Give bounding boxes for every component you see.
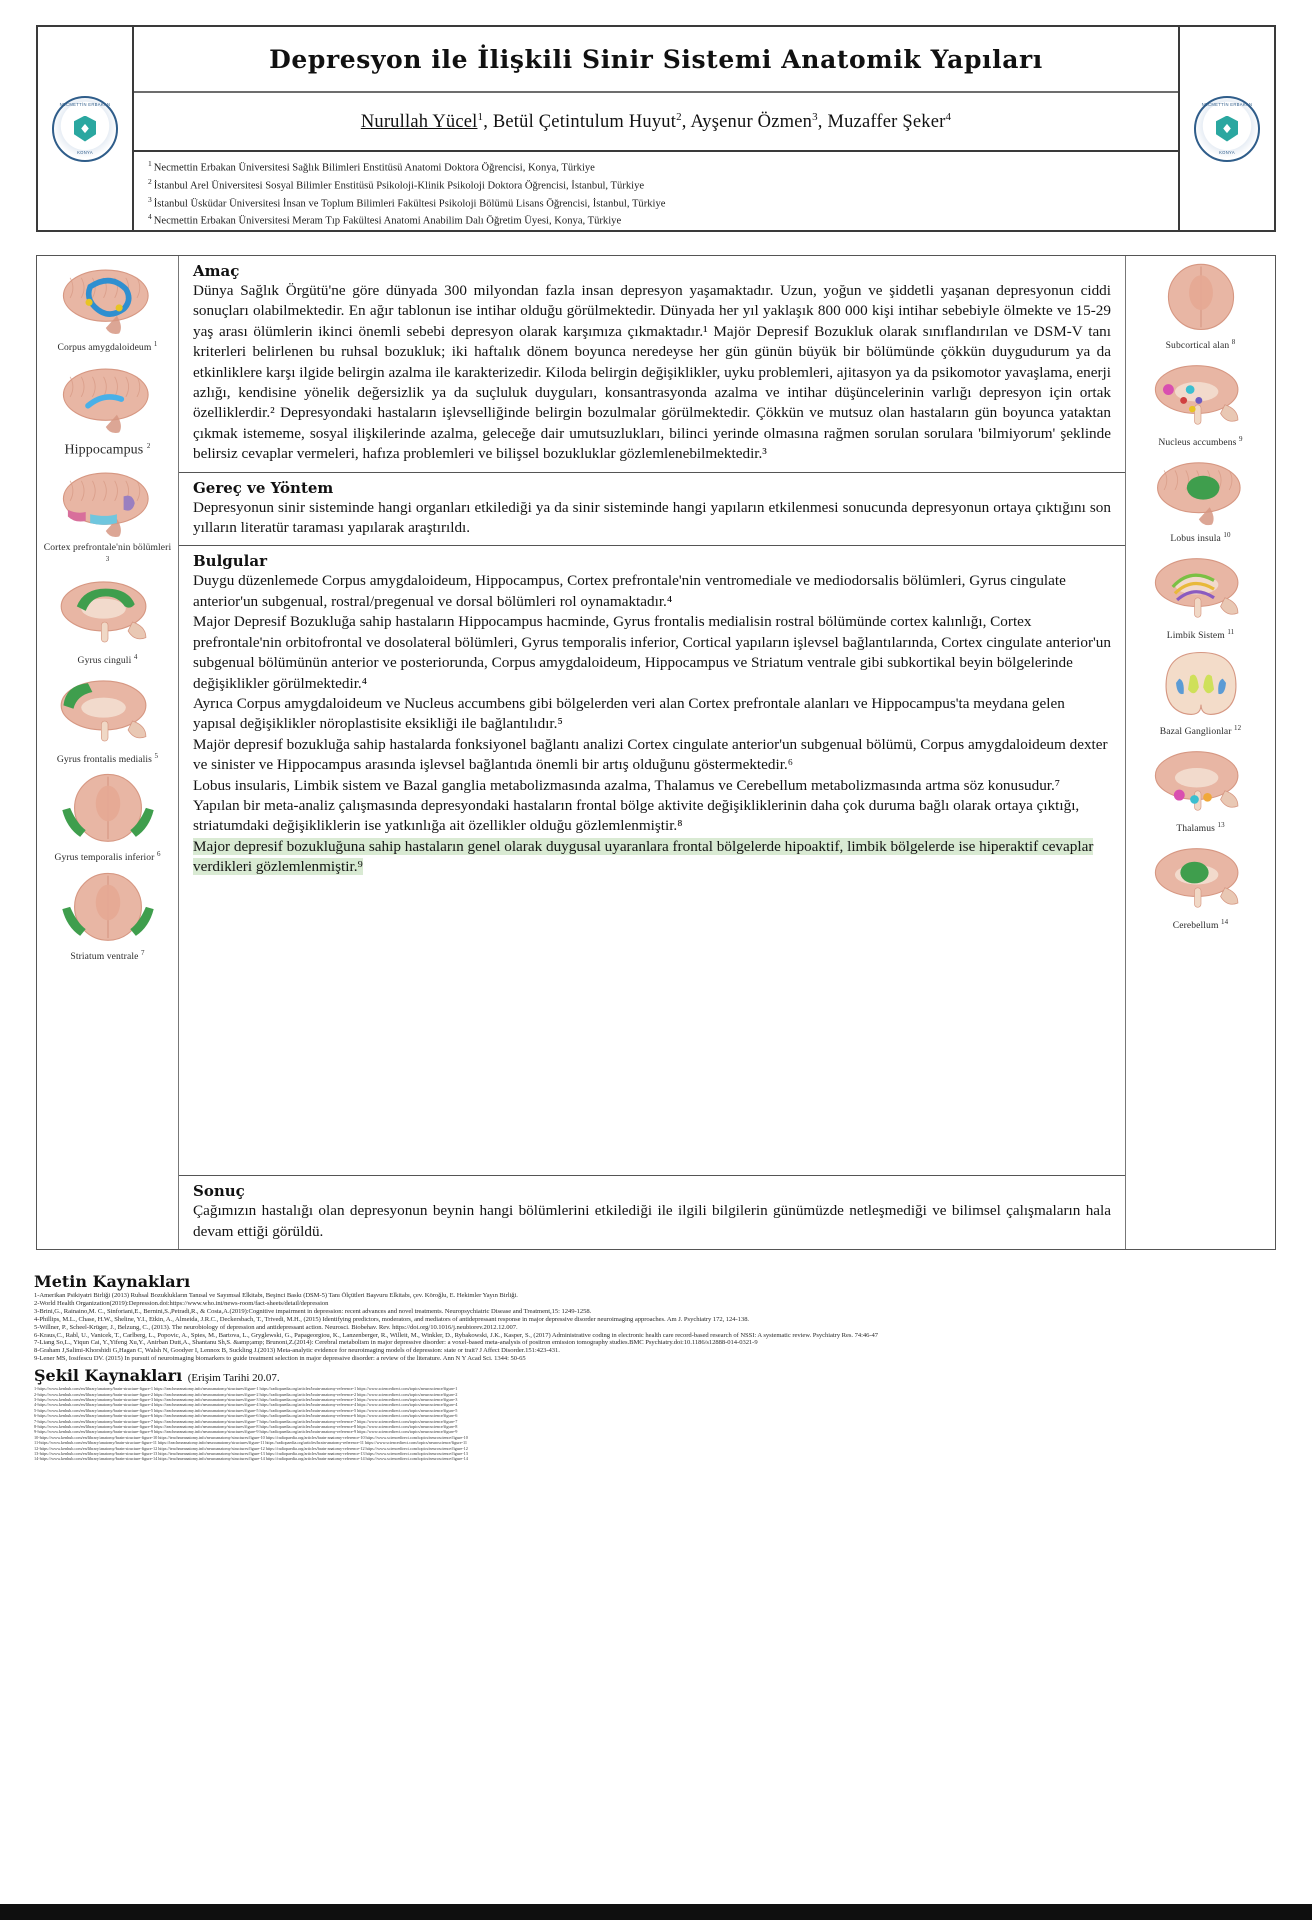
affiliation-line: $^3$ İstanbul Üsküdar Üniversitesi İnsan ve Toplum Bilimleri Fakültesi Psikoloji Bölümü Lisans Öğrencisi, İstanbul, Türkiye — [148, 194, 666, 210]
section-body-amac: Dünya Sağlık Örgütü'ne göre dünyada 300 milyondan fazla insan depresyon yaşamaktadır. Uzun, yoğun ve şiddetli yaşanan depresyonun ciddi sonuçları olabilmektedir. En ağır tablonun ise intihar olduğu görülmektedir. Dünyada her yıl yaklaşık 800 000 kişi intihar sebebiyle ölmekte ve 15-29 yaş arası ölümlerin ikinci önemli sebebi depresyon olarak karşımıza çıkmaktadır.¹ Majör Depresif Bozukluk olarak sınıflandırılan ve DSM-V tanı kriterleri belirlenen bu ruhsal bozukluk; iki haftalık dönem boyunca neredeyse her gün günün büyük bir bölümünde çökkün duygudurum ya da etkinliklere karşı ilgide belirgin azalma ile karakterizedir. Kiloda belirgin değişiklikler, uyku problemleri, ajitasyon ya da psikomotor yavaşlama, enerji azlığı, kendisine yönelik değersizlik ya da suçluluk duyguları, konsantrasyonda azalma ve intihar düşüncelerinin varlığı depresyon için ortak özelliklerdir.² Depresyondaki hastaların işlevselliğinde belirgin bozulmalar görülmektedir. Çökkün ve mutsuz olan hastaların gün boyunca yataktan çıkmak istememe, sosyal ilişkilerinde azalma, geleceğe dair umutsuzlukları, bilinci yerinde olmasına rağmen sorulan sorulara 'bilmiyorum' şeklinde belirsiz cevaplar vermeleri, hafıza problemleri ve bilişsel bozukluklar gözlemlenebilmektedir.³ — [193, 282, 1111, 463]
figure-gyrus-temporalis-inferior — [42, 770, 174, 867]
bulgular-paragraph: Major Depresif Bozukluğa sahip hastaların Hippocampus hacminde, Gyrus frontalis medialisin rostral bölümünde cortex kalınlığı, Cortex prefrontale'nin orbitofrontal ve dosolateral bölümleri, Gyrus temporalis inferior, Cortical yapıların işlevsel bağlantılarında, Cortex cingulate anterior'un subgenual bölümünün anterior ve posteriorunda, Corpus amygdaloideum, Hippocampus ve Striatum ventrale gibi subkortikal beyin bölgelerinde değişiklikler görülmektedir.⁴ — [193, 613, 1111, 692]
references-heading-text: Metin Kaynakları — [34, 1272, 191, 1291]
figure-thalamus — [1135, 743, 1267, 838]
figure-reference-line: 11-https://www.kenhub.com/en/library/anatomy/brain-structure-figure-11 https://teachmeanatomy.info/neuroanatomy/structures/figure-11 https://radiopaedia.org/articles/brain-anatomy-reference-11 https://www.sciencedirect.com/topics/neuroscience/figure-11 — [34, 1440, 468, 1446]
section-heading-gerec: Gereç ve Yöntem — [193, 478, 334, 497]
figure-reference-line: 8-https://www.kenhub.com/en/library/anatomy/brain-structure-figure-8 https://teachmeanatomy.info/neuroanatomy/structures/figure-8 https://radiopaedia.org/articles/brain-anatomy-reference-8 https://www.sciencedirect.com/topics/neuroscience/figure-8 — [34, 1424, 458, 1429]
figure-hippocampus — [42, 359, 174, 462]
figure-thalamus-image — [1142, 743, 1260, 819]
bulgular-highlighted-paragraph — [193, 837, 1111, 878]
figure-corpus-amygdaloideum-caption: Corpus amygdaloideum $^1$ — [57, 340, 158, 354]
figure-subcortical-alan-caption: Subcortical alan $^8$ — [1165, 338, 1236, 352]
affiliation-marker: 1 — [148, 159, 152, 169]
figure-gyrus-frontalis-medialis-image — [49, 672, 167, 750]
figure-nucleus-accumbens-image — [1142, 357, 1260, 433]
figure-limbik-sistem — [1135, 550, 1267, 645]
reference-line: 3-Brini,G., Rainaino,M. C., Sinforiani,E., Bernini,S.,Petradi,R., & Costa,A.(2019):Cognitive impairment in depression: recent advances and novel treatments. Neuropsychiatric Disease and Treatment,15: 1249-1258. — [34, 1307, 592, 1315]
bulgular-paragraph: Yapılan bir meta-analiz çalışmasında depresyondaki hastaların frontal bölge aktivite değişikliklerinin daha çok duruma bağlı olarak ortaya çıktığı, striatumdaki değişikliklerin ise yatkınlığa ait özellikler olduğu gözlemlenmiştir.⁸ — [193, 796, 1080, 835]
section-heading-bulgular: Bulgular — [193, 552, 267, 571]
figure-reference-line: 9-https://www.kenhub.com/en/library/anatomy/brain-structure-figure-9 https://teachmeanatomy.info/neuroanatomy/structures/figure-9 https://radiopaedia.org/articles/brain-anatomy-reference-9 https://www.sciencedirect.com/topics/neuroscience/figure-9 — [34, 1429, 458, 1435]
affiliation-line: $^4$ Necmettin Erbakan Üniversitesi Meram Tıp Fakültesi Anatomi Anabilim Dalı Öğretim Üyesi, Konya, Türkiye — [148, 212, 622, 227]
page-title: Depresyon ile İlişkili Sinir Sistemi Anatomik Yapıları — [269, 44, 1043, 74]
figure-striatum-ventrale-caption: Striatum ventrale $^7$ — [70, 949, 145, 963]
author-name: Ayşenur Özmen — [690, 111, 813, 132]
author-name: Muzaffer Şeker — [827, 111, 946, 132]
author-name: Nurullah Yücel — [360, 111, 478, 132]
figure-subcortical-alan-image — [1142, 260, 1260, 336]
authors-list: Nurullah Yücel$^1$, Betül Çetintulum Huyut$^2$, Ayşenur Özmen$^3$, Muzaffer Şeker$^4$ — [360, 110, 952, 132]
logo-ring-bottom-text: KONYA — [1219, 149, 1235, 155]
section-heading-sonuc: Sonuç — [193, 1182, 245, 1201]
bulgular-paragraph: Majör depresif bozukluğa sahip hastalarda fonksiyonel bağlantı analizi Cortex cingulate anterior'un subgenual bölümü, Corpus amygdaloideum dexter ve sinister ve Hippocampus arasında işlevsel bağlantıda önemli bir artış olduğunu göstermektedir.⁶ — [193, 735, 1108, 774]
header-logo-left-cell — [38, 27, 134, 230]
bulgular-paragraph: Duygu düzenlemede Corpus amygdaloideum, Hippocampus, Cortex prefrontale'nin ventromediale ve mediodorsalis bölümleri, Gyrus cingulate anterior'un subgenual, rostral/pregenual ve dorsal bölümleri rol oynamaktadır.⁴ — [193, 572, 1066, 610]
reference-line: 9-Lener MS, Iosifescu DV. (2015) In pursuit of neuroimaging biomarkers to guide treatment selection in major depressive disorder: a review of the literature. Ann N Y Acad Sci. 1344: 50-65 — [34, 1355, 526, 1363]
figure-references-list — [34, 1386, 1284, 1462]
figure-lobus-insula — [1135, 453, 1267, 548]
figure-bazal-ganglionlar — [1135, 646, 1267, 741]
figure-limbik-sistem-image — [1142, 550, 1260, 626]
figure-hippocampus-image — [49, 359, 167, 437]
logo-crest-shape — [74, 116, 96, 142]
author-name: Betül Çetintulum Huyut — [492, 111, 677, 132]
section-heading-amac: Amaç — [193, 262, 240, 280]
figure-number: 8 — [1231, 338, 1236, 346]
figure-hippocampus-caption: Hippocampus $^2$ — [64, 441, 151, 458]
figure-cerebellum-caption: Cerebellum $^{14}$ — [1172, 917, 1229, 931]
figure-gyrus-temporalis-inferior-caption: Gyrus temporalis inferior $^6$ — [54, 850, 161, 864]
references-block — [34, 1272, 1284, 1462]
bulgular-paragraph: Lobus insularis, Limbik sistem ve Bazal ganglia metabolizmasında azalma, Thalamus ve Cerebellum metabolizmasında artma söz konusudur.⁷ — [193, 776, 1061, 794]
header-main — [134, 27, 1178, 230]
highlighted-finding-text: Major depresif bozukluğuna sahip hastaların genel olarak duygusal uyaranlara frontal bölgelerde hipoaktif, limbik bölgelerde ise hiperaktif cevaplar verdikleri gözlemlenmiştir.⁹ — [193, 837, 1094, 876]
figure-bazal-ganglionlar-caption: Bazal Ganglionlar $^{12}$ — [1159, 724, 1242, 738]
figure-reference-line: 13-https://www.kenhub.com/en/library/anatomy/brain-structure-figure-13 https://teachmeanatomy.info/neuroanatomy/structures/figure-13 https://radiopaedia.org/articles/brain-anatomy-reference-13 https://www.sciencedirect.com/topics/neuroscience/figure-13 — [34, 1451, 468, 1457]
figure-gyrus-frontalis-medialis — [42, 672, 174, 769]
figure-bazal-ganglionlar-image — [1142, 646, 1260, 722]
affiliation-marker: 2 — [148, 176, 152, 186]
figure-reference-line: 1-https://www.kenhub.com/en/library/anatomy/brain-structure-figure-1 https://teachmeanatomy.info/neuroanatomy/structures/figure-1 https://radiopaedia.org/articles/brain-anatomy-reference-1 https://www.sciencedirect.com/topics/neuroscience/figure-1 — [34, 1386, 458, 1392]
header-logo-right-cell — [1178, 27, 1274, 230]
logo-ring-bottom-text: KONYA — [77, 149, 93, 155]
logo-crest-shape — [1216, 116, 1238, 142]
figure-thalamus-caption: Thalamus $^{13}$ — [1176, 820, 1225, 835]
figure-lobus-insula-caption: Lobus insula $^{10}$ — [1170, 531, 1231, 545]
author-affiliation-marker: 3 — [812, 110, 818, 123]
content-column — [179, 256, 1125, 1249]
poster-body — [36, 255, 1276, 1250]
figure-gyrus-temporalis-inferior-image — [49, 770, 167, 848]
reference-line: 6-Kraus,C., Rabl, U., Vanicek, T., Carlberg, L., Popovic, A., Spies, M., Bartova, L., Gryglewski, G., Papageorgiou, K., Lanzenberger, R., Willeit, M., Winkler, D., Rybakowski, J.K., Kasper, S., (2017) Administrative coding in electronic health care record-based research of NSSI: A systematic review. Psychiatry Res. 74:46-47 — [34, 1331, 879, 1339]
figure-corpus-amygdaloideum — [42, 260, 174, 357]
university-logo-icon — [1194, 96, 1260, 162]
section-bulgular — [179, 545, 1125, 1175]
figure-cerebellum-image — [1142, 840, 1260, 916]
logo-ring-top-text: NECMETTİN ERBAKAN — [59, 101, 111, 107]
figure-nucleus-accumbens — [1135, 357, 1267, 452]
figure-cortex-prefrontale-image — [49, 463, 167, 541]
author-affiliation-marker: 1 — [477, 110, 484, 123]
figure-gyrus-cinguli — [42, 573, 174, 670]
figure-striatum-ventrale-image — [49, 869, 167, 947]
figure-corpus-amygdaloideum-image — [49, 260, 167, 338]
figure-cortex-prefrontale — [42, 463, 174, 571]
figure-gyrus-frontalis-medialis-caption: Gyrus frontalis medialis $^5$ — [56, 751, 159, 766]
figure-number: 11 — [1227, 627, 1235, 636]
figure-nucleus-accumbens-caption: Nucleus accumbens $^9$ — [1158, 434, 1243, 448]
reference-line: 7-Liang So,L., Yiqun Cai, Y.,Yifeng Xu,Y., Anirban Dutt,A., Shantanu Sh,S. &amp;amp; Brunoni,Z.(2014): Cerebral metabolism in major depressive disorder: a voxel-based meta-analysis of positron emission tomography studies.BMC Psychiatry.doi:10.1186/s12888-014-0321-9 — [34, 1339, 758, 1347]
figure-number: 2 — [146, 441, 151, 450]
figure-number: 9 — [1239, 434, 1243, 443]
section-body-bulgular — [193, 571, 1111, 877]
figure-number: 5 — [154, 751, 159, 760]
section-sonuc — [179, 1175, 1125, 1249]
poster-header — [36, 25, 1276, 232]
author-affiliation-marker: 4 — [945, 110, 952, 123]
title-cell — [134, 27, 1178, 93]
affiliations-list — [134, 152, 1178, 230]
bulgular-paragraph: Ayrıca Corpus amygdaloideum ve Nucleus accumbens gibi bölgelerden veri alan Cortex prefrontale alanları ve Hippocampus'ta meydana gelen yapısal değişiklikler nöroplastisite eksikliği ile bağlantılıdır.⁵ — [193, 694, 1065, 733]
figure-number: 4 — [133, 653, 138, 662]
figure-reference-line: 14-https://www.kenhub.com/en/library/anatomy/brain-structure-figure-14 https://teachmeanatomy.info/neuroanatomy/structures/figure-14 https://radiopaedia.org/articles/brain-anatomy-reference-14 https://www.sciencedirect.com/topics/neuroscience/figure-14 — [34, 1456, 468, 1462]
figure-reference-line: 10-https://www.kenhub.com/en/library/anatomy/brain-structure-figure-10 https://teachmeanatomy.info/neuroanatomy/structures/figure-10 https://radiopaedia.org/articles/brain-anatomy-reference-10 https://www.sciencedirect.com/topics/neuroscience/figure-10 — [34, 1434, 468, 1440]
logo-ring-top-text: NECMETTİN ERBAKAN — [1201, 101, 1253, 107]
figure-gyrus-cinguli-caption: Gyrus cinguli $^4$ — [77, 653, 138, 667]
figure-number: 12 — [1234, 724, 1242, 733]
figure-references-access-date: (Erişim Tarihi 20.07. — [187, 1372, 280, 1385]
figure-reference-line: 7-https://www.kenhub.com/en/library/anatomy/brain-structure-figure-7 https://teachmeanatomy.info/neuroanatomy/structures/figure-7 https://radiopaedia.org/articles/brain-anatomy-reference-7 https://www.sciencedirect.com/topics/neuroscience/figure-7 — [34, 1418, 458, 1424]
references-heading-figures — [34, 1366, 1284, 1385]
right-figure-column — [1125, 256, 1275, 1249]
footer-bar — [0, 1904, 1312, 1920]
section-gerec-ve-yontem — [179, 472, 1125, 546]
affiliation-line: $^1$ Necmettin Erbakan Üniversitesi Sağlık Bilimleri Enstitüsü Anatomi Doktora Öğrencisi, Konya, Türkiye — [148, 159, 595, 174]
figure-reference-line: 3-https://www.kenhub.com/en/library/anatomy/brain-structure-figure-3 https://teachmeanatomy.info/neuroanatomy/structures/figure-3 https://radiopaedia.org/articles/brain-anatomy-reference-3 https://www.sciencedirect.com/topics/neuroscience/figure-3 — [34, 1396, 458, 1402]
figure-cerebellum — [1135, 840, 1267, 935]
reference-line: 4-Phillips, M.L., Chase, H.W., Sheline, Y.I., Etkin, A., Almeida, J.R.C., Deckersbach, T., Trivedi, M.H., (2015) Identifying predictors, moderators, and mediators of antidepressant response in major depressive disorder neuroimaging approaches. Am J. Psychiatry 172, 124-138. — [34, 1315, 750, 1323]
figure-limbik-sistem-caption: Limbik Sistem $^{11}$ — [1166, 627, 1235, 641]
reference-line: 1-Amerikan Psikiyatri Birliği (2013) Ruhsal Bozuklukların Tanısal ve Sayımsal Elkitabı, Beşinci Baskı (DSM-5) Tanı Ölçütleri Başvuru Elkitabı, çev. Köroğlu, E. Hekimler Yayın Birliği. — [34, 1292, 518, 1299]
reference-line: 8-Graham J,Salimi-Khorshidi G,Hagan C, Walsh N, Goodyer I, Lennox B, Suckling J.(2013) Meta-analytic evidence for neuroimaging models of depression: state or trait? J Affect Disorder.151:423-431. — [34, 1347, 560, 1355]
figure-reference-line: 12-https://www.kenhub.com/en/library/anatomy/brain-structure-figure-12 https://teachmeanatomy.info/neuroanatomy/structures/figure-12 https://radiopaedia.org/articles/brain-anatomy-reference-12 https://www.sciencedirect.com/topics/neuroscience/figure-12 — [34, 1445, 468, 1451]
affiliation-marker: 3 — [148, 194, 152, 204]
brain-illustration — [1142, 646, 1260, 722]
section-amac — [179, 256, 1125, 472]
figure-reference-line: 6-https://www.kenhub.com/en/library/anatomy/brain-structure-figure-6 https://teachmeanatomy.info/neuroanatomy/structures/figure-6 https://radiopaedia.org/articles/brain-anatomy-reference-6 https://www.sciencedirect.com/topics/neuroscience/figure-6 — [34, 1413, 458, 1419]
figure-number: 10 — [1223, 531, 1231, 540]
section-body-sonuc: Çağımızın hastalığı olan depresyonun beynin hangi bölümlerini etkilediği ile ilgili bilgilerin günümüzde netleşmediği ve bilimsel çalışmaların hala devam ettiği görüldü. — [193, 1202, 1111, 1240]
figure-number: 14 — [1221, 917, 1229, 926]
figure-reference-line: 2-https://www.kenhub.com/en/library/anatomy/brain-structure-figure-2 https://teachmeanatomy.info/neuroanatomy/structures/figure-2 https://radiopaedia.org/articles/brain-anatomy-reference-2 https://www.sciencedirect.com/topics/neuroscience/figure-2 — [34, 1391, 458, 1397]
figure-cortex-prefrontale-caption: Cortex prefrontale'nin bölümleri $^3$ — [43, 542, 172, 563]
reference-line: 5-Willner, P., Scheel-Krüger, J., Belzung, C., (2013). The neurobiology of depression and antidepressant action. Neurosci. Biobehav. Rev. https://doi.org/10.1016/j.neubiorev.2012.12.007. — [34, 1323, 518, 1331]
university-logo-icon — [52, 96, 118, 162]
figure-number: 1 — [153, 340, 158, 348]
figure-number: 6 — [156, 850, 161, 859]
affiliation-marker: 4 — [148, 212, 152, 222]
figure-subcortical-alan — [1135, 260, 1267, 355]
figure-lobus-insula-image — [1142, 453, 1260, 529]
figure-striatum-ventrale — [42, 869, 174, 966]
figure-number: 13 — [1217, 820, 1225, 829]
figure-reference-line: 4-https://www.kenhub.com/en/library/anatomy/brain-structure-figure-4 https://teachmeanatomy.info/neuroanatomy/structures/figure-4 https://radiopaedia.org/articles/brain-anatomy-reference-4 https://www.sciencedirect.com/topics/neuroscience/figure-4 — [34, 1402, 458, 1408]
author-affiliation-marker: 2 — [676, 110, 682, 123]
text-references-list — [34, 1292, 1284, 1363]
figure-number: 3 — [105, 554, 110, 563]
figure-references-heading-label: Şekil Kaynakları — [34, 1366, 183, 1386]
reference-line: 2-World Health Organization(2019):Depression.doi:https://www.who.int/news-room/fact-sheets/detail/depression — [34, 1299, 329, 1307]
section-body-gerec: Depresyonun sinir sisteminde hangi organları etkilediği ya da sinir sisteminde hangi yapıların etkilenmesi sonucunda depresyonun ortaya çıktığını son yılların literatür taraması yapılarak araştırıldı. — [193, 498, 1111, 537]
authors-cell — [134, 93, 1178, 152]
figure-number: 7 — [140, 949, 145, 958]
figure-gyrus-cinguli-image — [49, 573, 167, 651]
affiliation-line: $^2$ İstanbul Arel Üniversitesi Sosyal Bilimler Enstitüsü Psikoloji-Klinik Psikoloji Doktora Öğrencisi, İstanbul, Türkiye — [148, 176, 645, 192]
left-figure-column — [37, 256, 179, 1249]
brain-illustration — [1142, 260, 1260, 336]
figure-reference-line: 5-https://www.kenhub.com/en/library/anatomy/brain-structure-figure-5 https://teachmeanatomy.info/neuroanatomy/structures/figure-5 https://radiopaedia.org/articles/brain-anatomy-reference-5 https://www.sciencedirect.com/topics/neuroscience/figure-5 — [34, 1407, 458, 1413]
